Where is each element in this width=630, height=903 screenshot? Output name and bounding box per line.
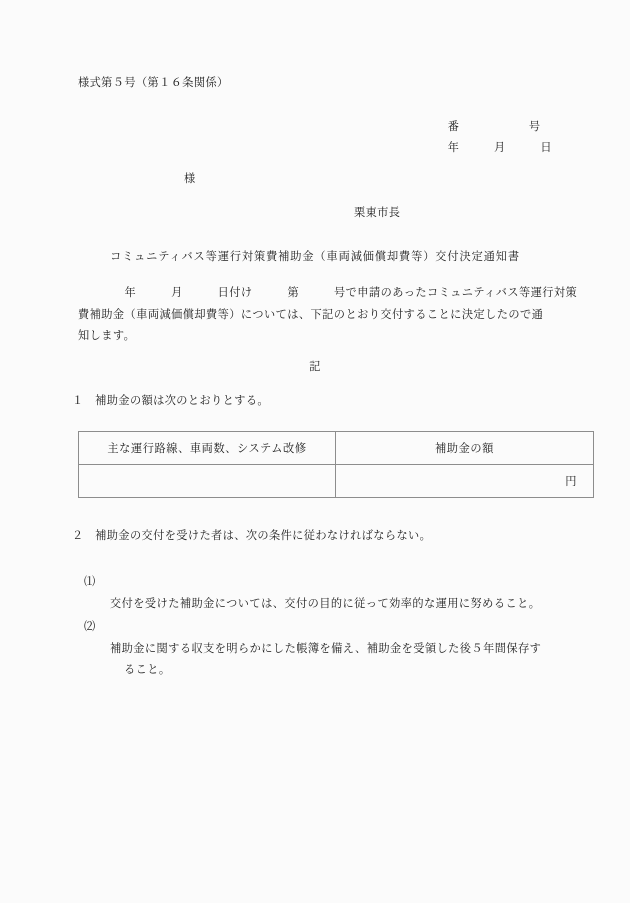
condition-text-2 — [110, 617, 541, 703]
body-line-3: 知します。 — [78, 330, 136, 342]
body-line-2: 費補助金（車両減価償却費等）については、下記のとおり交付することに決定したので通 — [78, 308, 544, 321]
table-cell-route-value[interactable] — [79, 465, 336, 498]
table-row — [79, 465, 594, 498]
table-cell-amount-value[interactable]: 円 — [336, 465, 594, 498]
conditions-list — [84, 572, 554, 705]
body-line-1: 年 月 日付け 第 号で申請のあったコミュニティバス等運行対策 — [78, 287, 578, 299]
issuer-name: 栗東市長 — [354, 207, 401, 219]
table-header-row — [79, 432, 594, 465]
document-title: コミュニティバス等運行対策費補助金（車両減価償却費等）交付決定通知書 — [110, 251, 520, 263]
document-date-line: 年 月 日 — [447, 142, 552, 154]
body-paragraph — [78, 283, 578, 348]
addressee-honorific: 様 — [184, 173, 196, 185]
condition-marker-2: ⑵ — [84, 621, 96, 633]
form-number: 様式第５号（第１６条関係） — [78, 77, 229, 89]
table-header-amount: 補助金の額 — [336, 432, 594, 465]
item-1-heading: １ 補助金の額は次のとおりとする。 — [72, 395, 269, 407]
list-item — [84, 617, 554, 703]
item-2-heading: ２ 補助金の交付を受けた者は、次の条件に従わなければならない。 — [72, 530, 432, 542]
condition-text-1 — [110, 572, 540, 615]
list-item — [84, 572, 554, 615]
table-header-route: 主な運行路線、車両数、システム改修 — [79, 432, 336, 465]
condition-2-line-2: ること。 — [124, 664, 171, 676]
condition-2-line-1: 補助金に関する収支を明らかにした帳簿を備え、補助金を受領した後５年間保存す — [110, 642, 542, 655]
document-meta-block — [448, 117, 552, 159]
subsidy-amount-table — [78, 431, 594, 498]
document-number-line: 番 号 — [447, 121, 541, 133]
condition-1-line-1: 交付を受けた補助金については、交付の目的に従って効率的な運用に努めること。 — [110, 597, 541, 610]
condition-marker-1: ⑴ — [84, 576, 96, 588]
ki-mark: 記 — [309, 361, 321, 373]
